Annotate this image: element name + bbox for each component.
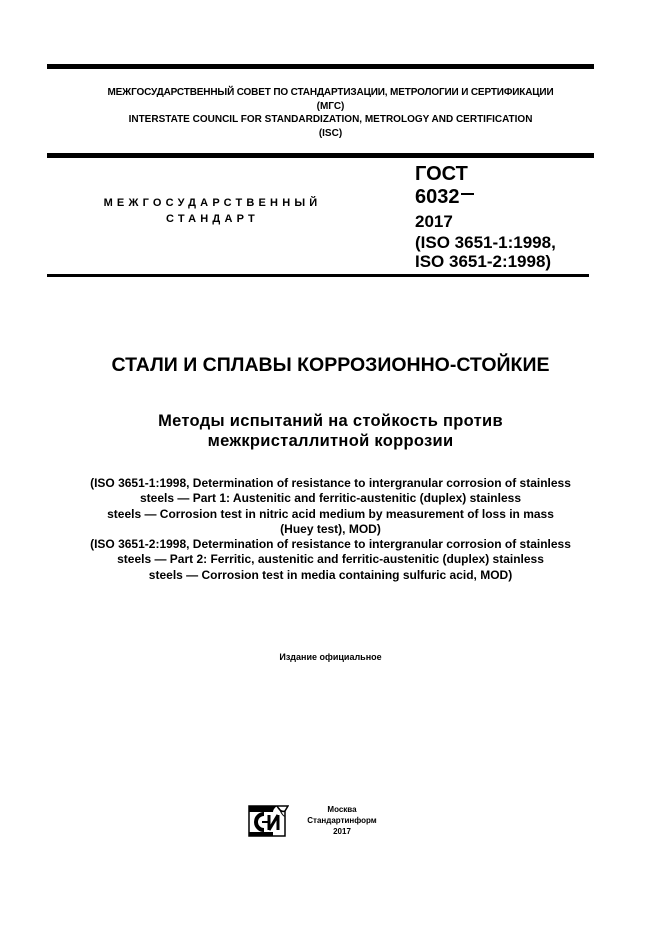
standard-type-label bbox=[80, 195, 345, 227]
gost-number: 6032 bbox=[415, 186, 460, 208]
standard-type-line1: МЕЖГОСУДАРСТВЕННЫЙ bbox=[103, 197, 322, 209]
subtitle-line1: Методы испытаний на стойкость против bbox=[158, 412, 503, 430]
council-name-ru: МЕЖГОСУДАРСТВЕННЫЙ СОВЕТ ПО СТАНДАРТИЗАЦИИ, МЕТРОЛОГИИ И СЕРТИФИКАЦИИ bbox=[107, 87, 554, 98]
top-rule bbox=[47, 64, 594, 69]
gost-iso-line2: ISO 3651-2:1998) bbox=[415, 252, 552, 271]
iso-ref-2-line3: steels — Corrosion test in media containing sulfuric acid, MOD) bbox=[148, 567, 513, 582]
iso-ref-1-line1: (ISO 3651-1:1998, Determination of resistance to intergranular corrosion of stainless bbox=[90, 476, 571, 490]
gost-year: 2017 bbox=[415, 212, 453, 231]
iso-ref-1-line2: steels — Part 1: Austenitic and ferritic-austenitic (duplex) stainless bbox=[140, 491, 521, 506]
iso-references bbox=[20, 476, 641, 583]
gost-designation bbox=[415, 162, 556, 271]
bottom-rule bbox=[47, 274, 589, 277]
gost-number-row bbox=[415, 186, 556, 208]
standard-type-line2: СТАНДАРТ bbox=[166, 213, 259, 225]
gost-iso-line1: (ISO 3651-1:1998, bbox=[415, 233, 556, 252]
publisher-city: Москва bbox=[327, 805, 357, 814]
publisher-name: Стандартинформ bbox=[307, 816, 377, 825]
standartinform-logo-icon bbox=[247, 803, 289, 837]
document-subtitle bbox=[20, 411, 641, 451]
gost-dash bbox=[461, 193, 474, 195]
edition-label: Издание официальное bbox=[279, 652, 382, 662]
iso-ref-1-line3: steels — Corrosion test in nitric acid medium by measurement of loss in mass bbox=[107, 506, 554, 521]
iso-ref-2-line2: steels — Part 2: Ferritic, austenitic and ferritic-austenitic (duplex) stainless bbox=[117, 552, 544, 567]
publisher-year: 2017 bbox=[333, 827, 351, 836]
council-abbr-ru: (МГС) bbox=[316, 100, 345, 112]
council-header bbox=[40, 86, 621, 140]
subtitle-line2: межкристаллитной коррозии bbox=[207, 432, 454, 450]
middle-rule bbox=[47, 153, 594, 158]
iso-ref-2-line1: (ISO 3651-2:1998, Determination of resistance to intergranular corrosion of stainless bbox=[90, 537, 571, 552]
publisher-info bbox=[292, 804, 392, 837]
council-name-en: INTERSTATE COUNCIL FOR STANDARDIZATION, METROLOGY AND CERTIFICATION bbox=[128, 114, 533, 125]
document-title: СТАЛИ И СПЛАВЫ КОРРОЗИОННО-СТОЙКИЕ bbox=[111, 354, 550, 376]
gost-word: ГОСТ bbox=[415, 163, 468, 185]
iso-ref-1-line4: (Huey test), MOD) bbox=[280, 521, 381, 536]
council-abbr-en: (ISC) bbox=[318, 127, 343, 139]
